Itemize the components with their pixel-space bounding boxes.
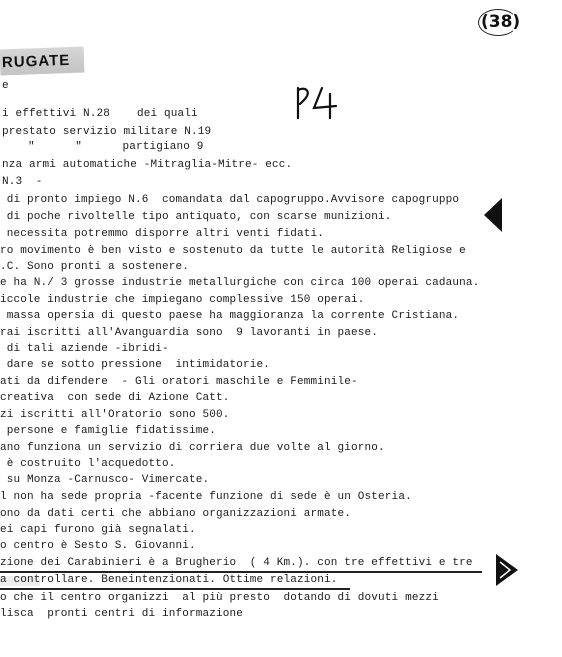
text-line: prestato servizio militare N.19 [2, 126, 212, 138]
place-stamp: RUGATE [1, 51, 71, 72]
handwritten-number-24 [292, 84, 346, 120]
text-line: iccole industrie che impiegano complessive 150 operai. [0, 294, 365, 306]
text-line: .C. Sono pronti a sostenere. [0, 261, 190, 273]
text-line: i effettivi N.28 dei quali [2, 108, 198, 120]
text-line: nza armi automatiche -Mitraglia-Mitre- ecc. [2, 159, 293, 171]
margin-arrow-left-icon [484, 198, 502, 232]
text-line: l non ha sede propria -facente funzione di sede è un Osteria. [0, 491, 412, 503]
text-line: o che il centro organizzi al più presto dotando di dovuti mezzi [0, 592, 439, 604]
text-line: di poche rivoltelle tipo antiquato, con scarse munizioni. [0, 211, 392, 223]
text-line: ei capi furono già segnalati. [0, 524, 196, 536]
text-line: rai iscritti all'Avanguardia sono 9 lavoranti in paese. [0, 327, 379, 339]
text-line: di tali aziende -ibridi- [0, 343, 169, 355]
text-line: lisca pronti centri di informazione [0, 608, 244, 620]
margin-arrow-right-icon [492, 552, 522, 588]
text-line: è costruito l'acquedotto. [0, 458, 176, 470]
text-line: ro movimento è ben visto e sostenuto da tutte le autorità Religiose e [0, 245, 466, 257]
text-line: dare se sotto pressione intimidatorie. [0, 359, 271, 371]
text-line: ati da difendere - Gli oratori maschile e Femminile- [0, 376, 358, 388]
text-line: N.3 - [2, 176, 43, 188]
text-line: " " partigiano 9 [28, 141, 204, 153]
text-line: zi iscritti all'Oratorio sono 500. [0, 409, 230, 421]
text-line: su Monza -Carnusco- Vimercate. [0, 474, 210, 486]
text-line: zione dei Carabinieri è a Brugherio ( 4 Km.). con tre effettivi e tre [0, 557, 473, 569]
text-line: a controllare. Beneintenzionati. Ottime relazioni. [0, 574, 338, 586]
handwritten-underline [0, 588, 350, 590]
text-line: o centro è Sesto S. Giovanni. [0, 540, 196, 552]
text-line: ono da dati certi che abbiano organizzazioni armate. [0, 508, 352, 520]
folio-number: (38) [481, 12, 521, 32]
header-subtitle: e [2, 80, 9, 92]
text-line: e ha N./ 3 grosse industrie metallurgiche con circa 100 operai cadauna. [0, 277, 480, 289]
text-line: massa opersia di questo paese ha maggioranza la corrente Cristiana. [0, 310, 460, 322]
text-line: di pronto impiego N.6 comandata dal capogruppo.Avvisore capogruppo [0, 194, 460, 206]
text-line: persone e famiglie fidatissime. [0, 425, 217, 437]
text-line: necessita potremmo disporre altri venti fidati. [0, 228, 325, 240]
handwritten-underline [0, 571, 482, 573]
text-line: ano funziona un servizio di corriera due volte al giorno. [0, 442, 385, 454]
text-line: creativa con sede di Azione Catt. [0, 392, 230, 404]
